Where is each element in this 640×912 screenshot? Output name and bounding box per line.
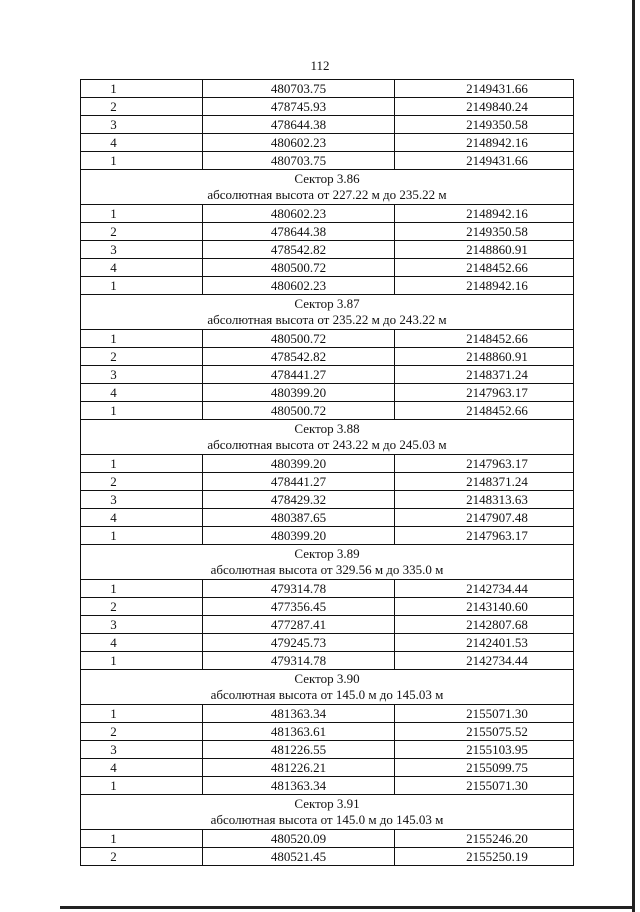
x-coordinate-cell: 478644.38 <box>203 116 395 134</box>
table-row <box>81 705 574 723</box>
table-row <box>81 366 574 384</box>
x-coordinate-cell: 478441.27 <box>203 473 395 491</box>
x-coordinate-cell: 480520.09 <box>203 830 395 848</box>
point-number-cell: 3 <box>81 366 203 384</box>
point-number-cell: 1 <box>81 455 203 473</box>
sector-title: Сектор 3.88 <box>294 421 360 436</box>
point-number-cell: 2 <box>81 98 203 116</box>
y-coordinate-cell: 2155250.19 <box>395 848 574 866</box>
point-number-cell: 4 <box>81 259 203 277</box>
x-coordinate-cell: 478644.38 <box>203 223 395 241</box>
x-coordinate-cell: 480602.23 <box>203 205 395 223</box>
y-coordinate-cell: 2155246.20 <box>395 830 574 848</box>
table-row <box>81 580 574 598</box>
y-coordinate-cell: 2149840.24 <box>395 98 574 116</box>
table-row <box>81 509 574 527</box>
point-number-cell: 2 <box>81 723 203 741</box>
y-coordinate-cell: 2142807.68 <box>395 616 574 634</box>
y-coordinate-cell: 2142734.44 <box>395 652 574 670</box>
table-row <box>81 223 574 241</box>
point-number-cell: 2 <box>81 223 203 241</box>
y-coordinate-cell: 2149431.66 <box>395 152 574 170</box>
table-row <box>81 598 574 616</box>
x-coordinate-cell: 478542.82 <box>203 241 395 259</box>
sector-altitude: абсолютная высота от 145.0 м до 145.03 м <box>210 687 444 702</box>
x-coordinate-cell: 480399.20 <box>203 455 395 473</box>
point-number-cell: 2 <box>81 848 203 866</box>
table-row <box>81 116 574 134</box>
table-row <box>81 634 574 652</box>
x-coordinate-cell: 481363.34 <box>203 705 395 723</box>
sector-header-row <box>81 295 574 330</box>
table-row <box>81 616 574 634</box>
point-number-cell: 1 <box>81 652 203 670</box>
table-row <box>81 348 574 366</box>
x-coordinate-cell: 478429.32 <box>203 491 395 509</box>
sector-header-row <box>81 420 574 455</box>
y-coordinate-cell: 2148313.63 <box>395 491 574 509</box>
point-number-cell: 1 <box>81 330 203 348</box>
sector-header-row <box>81 795 574 830</box>
y-coordinate-cell: 2155071.30 <box>395 777 574 795</box>
table-row <box>81 98 574 116</box>
coordinates-table <box>80 79 574 866</box>
x-coordinate-cell: 478441.27 <box>203 366 395 384</box>
point-number-cell: 2 <box>81 598 203 616</box>
point-number-cell: 3 <box>81 116 203 134</box>
y-coordinate-cell: 2148860.91 <box>395 348 574 366</box>
x-coordinate-cell: 480602.23 <box>203 277 395 295</box>
scan-edge-bottom <box>60 906 635 909</box>
y-coordinate-cell: 2148942.16 <box>395 277 574 295</box>
y-coordinate-cell: 2148942.16 <box>395 205 574 223</box>
sector-header-cell <box>81 170 574 205</box>
table-row <box>81 241 574 259</box>
y-coordinate-cell: 2155099.75 <box>395 759 574 777</box>
y-coordinate-cell: 2155075.52 <box>395 723 574 741</box>
point-number-cell: 1 <box>81 80 203 98</box>
sector-header-row <box>81 545 574 580</box>
sector-title: Сектор 3.90 <box>294 671 360 686</box>
sector-altitude: абсолютная высота от 235.22 м до 243.22 м <box>207 312 447 327</box>
sector-title: Сектор 3.87 <box>294 296 360 311</box>
x-coordinate-cell: 478542.82 <box>203 348 395 366</box>
point-number-cell: 2 <box>81 348 203 366</box>
y-coordinate-cell: 2148942.16 <box>395 134 574 152</box>
sector-header-cell <box>81 795 574 830</box>
table-row <box>81 80 574 98</box>
page-number: 112 <box>310 58 330 73</box>
table-row <box>81 830 574 848</box>
x-coordinate-cell: 477356.45 <box>203 598 395 616</box>
x-coordinate-cell: 480500.72 <box>203 259 395 277</box>
x-coordinate-cell: 480500.72 <box>203 402 395 420</box>
x-coordinate-cell: 480500.72 <box>203 330 395 348</box>
table-row <box>81 402 574 420</box>
point-number-cell: 2 <box>81 473 203 491</box>
point-number-cell: 1 <box>81 152 203 170</box>
point-number-cell: 3 <box>81 491 203 509</box>
y-coordinate-cell: 2149431.66 <box>395 80 574 98</box>
table-row <box>81 723 574 741</box>
y-coordinate-cell: 2147963.17 <box>395 455 574 473</box>
point-number-cell: 1 <box>81 527 203 545</box>
table-row <box>81 259 574 277</box>
table-row <box>81 652 574 670</box>
y-coordinate-cell: 2147963.17 <box>395 527 574 545</box>
point-number-cell: 1 <box>81 777 203 795</box>
point-number-cell: 4 <box>81 509 203 527</box>
table-row <box>81 152 574 170</box>
x-coordinate-cell: 481226.55 <box>203 741 395 759</box>
table-row <box>81 527 574 545</box>
x-coordinate-cell: 478745.93 <box>203 98 395 116</box>
x-coordinate-cell: 480703.75 <box>203 152 395 170</box>
table-row <box>81 848 574 866</box>
y-coordinate-cell: 2155071.30 <box>395 705 574 723</box>
x-coordinate-cell: 477287.41 <box>203 616 395 634</box>
x-coordinate-cell: 480399.20 <box>203 527 395 545</box>
point-number-cell: 1 <box>81 205 203 223</box>
x-coordinate-cell: 481363.34 <box>203 777 395 795</box>
point-number-cell: 1 <box>81 830 203 848</box>
y-coordinate-cell: 2147963.17 <box>395 384 574 402</box>
sector-title: Сектор 3.91 <box>294 796 360 811</box>
x-coordinate-cell: 480387.65 <box>203 509 395 527</box>
table-row <box>81 277 574 295</box>
sector-header-cell <box>81 295 574 330</box>
point-number-cell: 4 <box>81 384 203 402</box>
table-row <box>81 473 574 491</box>
x-coordinate-cell: 480399.20 <box>203 384 395 402</box>
table-row <box>81 330 574 348</box>
sector-altitude: абсолютная высота от 227.22 м до 235.22 м <box>207 187 447 202</box>
y-coordinate-cell: 2142401.53 <box>395 634 574 652</box>
sector-header-cell <box>81 420 574 455</box>
y-coordinate-cell: 2148860.91 <box>395 241 574 259</box>
y-coordinate-cell: 2143140.60 <box>395 598 574 616</box>
y-coordinate-cell: 2147907.48 <box>395 509 574 527</box>
table-row <box>81 134 574 152</box>
x-coordinate-cell: 481226.21 <box>203 759 395 777</box>
sector-header-cell <box>81 545 574 580</box>
point-number-cell: 4 <box>81 134 203 152</box>
point-number-cell: 1 <box>81 277 203 295</box>
x-coordinate-cell: 479314.78 <box>203 652 395 670</box>
sector-header-row <box>81 670 574 705</box>
y-coordinate-cell: 2148452.66 <box>395 402 574 420</box>
point-number-cell: 1 <box>81 705 203 723</box>
table-row <box>81 741 574 759</box>
point-number-cell: 4 <box>81 759 203 777</box>
y-coordinate-cell: 2148452.66 <box>395 259 574 277</box>
table-row <box>81 384 574 402</box>
point-number-cell: 1 <box>81 402 203 420</box>
x-coordinate-cell: 480521.45 <box>203 848 395 866</box>
sector-altitude: абсолютная высота от 243.22 м до 245.03 м <box>207 437 447 452</box>
table-row <box>81 491 574 509</box>
x-coordinate-cell: 479245.73 <box>203 634 395 652</box>
sector-altitude: абсолютная высота от 329.56 м до 335.0 м <box>210 562 444 577</box>
y-coordinate-cell: 2142734.44 <box>395 580 574 598</box>
x-coordinate-cell: 479314.78 <box>203 580 395 598</box>
scan-edge-right <box>632 0 635 912</box>
y-coordinate-cell: 2148371.24 <box>395 366 574 384</box>
x-coordinate-cell: 480602.23 <box>203 134 395 152</box>
point-number-cell: 3 <box>81 741 203 759</box>
point-number-cell: 3 <box>81 241 203 259</box>
table-row <box>81 777 574 795</box>
y-coordinate-cell: 2148452.66 <box>395 330 574 348</box>
sector-title: Сектор 3.89 <box>294 546 360 561</box>
y-coordinate-cell: 2149350.58 <box>395 116 574 134</box>
table-row <box>81 455 574 473</box>
coordinates-table-body <box>81 80 574 866</box>
table-row <box>81 205 574 223</box>
sector-title: Сектор 3.86 <box>294 171 360 186</box>
y-coordinate-cell: 2155103.95 <box>395 741 574 759</box>
point-number-cell: 4 <box>81 634 203 652</box>
x-coordinate-cell: 481363.61 <box>203 723 395 741</box>
point-number-cell: 3 <box>81 616 203 634</box>
point-number-cell: 1 <box>81 580 203 598</box>
sector-altitude: абсолютная высота от 145.0 м до 145.03 м <box>210 812 444 827</box>
y-coordinate-cell: 2148371.24 <box>395 473 574 491</box>
sector-header-cell <box>81 670 574 705</box>
y-coordinate-cell: 2149350.58 <box>395 223 574 241</box>
table-row <box>81 759 574 777</box>
x-coordinate-cell: 480703.75 <box>203 80 395 98</box>
sector-header-row <box>81 170 574 205</box>
